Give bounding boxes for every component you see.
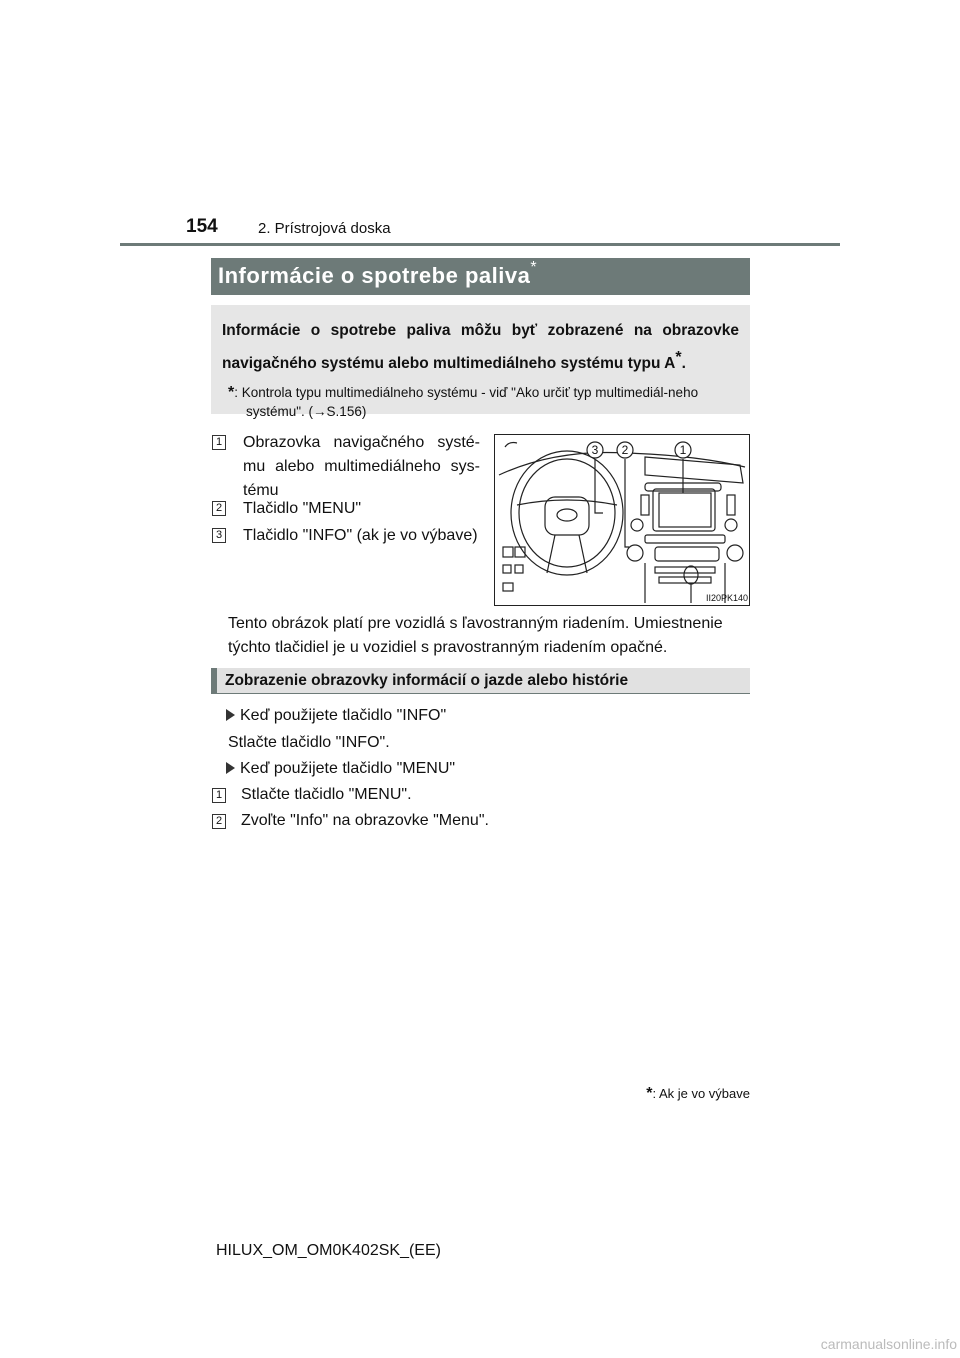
dashboard-drawing: [495, 435, 749, 605]
legend-number-box: 2: [212, 501, 226, 516]
subsection-header: Zobrazenie obrazovky informácií o jazde alebo histórie: [211, 668, 750, 694]
footer-footnote-text: : Ak je vo výbave: [652, 1086, 750, 1101]
header-rule: [120, 243, 840, 246]
step-number-box: 1: [212, 788, 226, 803]
chapter-title: 2. Prístrojová doska: [258, 220, 391, 237]
legend-number-box: 1: [212, 435, 226, 450]
footnote-text: : Kontrola typu multimediálneho systému - viď "Ako určiť typ multimediál-neho systému". (→S.156): [234, 385, 699, 420]
illustration-caption: Tento obrázok platí pre vozidlá s ľavostranným riadením. Umiestnenie týchto tlačidiel je u vozidiel s pravostranným riadením opačné.: [228, 615, 723, 656]
step-text: Zvoľte "Info" na obrazovke "Menu".: [241, 812, 489, 829]
legend-text: Tlačidlo "MENU": [243, 500, 362, 517]
callout-1-label: 1: [679, 443, 687, 457]
dashboard-illustration: [494, 434, 750, 606]
intro-footnote: [228, 383, 739, 421]
step-number-box: 2: [212, 814, 226, 829]
intro-asterisk: *: [675, 349, 682, 366]
triangle-bullet-icon: [226, 762, 235, 774]
intro-text: [222, 317, 739, 377]
legend-text: Obrazovka navigačného systé-mu alebo multimediálneho sys-tému: [243, 434, 480, 499]
case-info: [226, 705, 446, 727]
callout-2-label: 2: [621, 443, 629, 457]
intro-text-end: .: [681, 355, 686, 373]
step-2: [212, 810, 489, 832]
intro-text-body: Informácie o spotrebe paliva môžu byť zobrazené na obrazovke navigačného systému alebo multimediálneho systému typu A: [222, 322, 739, 373]
case-info-text: Keď použijete tlačidlo "INFO": [240, 707, 447, 724]
document-id: HILUX_OM_OM0K402SK_(EE): [216, 1242, 441, 1259]
case-menu: [226, 758, 455, 780]
step-text: Stlačte tlačidlo "MENU".: [241, 786, 412, 803]
section-title-text: Informácie o spotrebe paliva: [218, 263, 531, 288]
footer-asterisk: *: [646, 1085, 653, 1102]
page-number: 154: [186, 216, 218, 237]
callout-3-label: 3: [591, 443, 599, 457]
section-title: [211, 258, 750, 295]
figure-code: II20PK140: [705, 593, 749, 603]
triangle-bullet-icon: [226, 709, 235, 721]
legend-item-2: [212, 497, 487, 521]
intro-box: [211, 305, 750, 420]
legend-item-3: [212, 524, 490, 548]
legend-item-1: [212, 431, 480, 503]
footnote-asterisk: *: [228, 384, 235, 402]
step-info: Stlačte tlačidlo "INFO".: [228, 734, 390, 751]
section-title-asterisk: *: [530, 259, 538, 276]
case-menu-text: Keď použijete tlačidlo "MENU": [240, 760, 456, 777]
watermark: carmanualsonline.info: [820, 1336, 957, 1352]
legend-text: Tlačidlo "INFO" (ak je vo výbave): [243, 527, 478, 544]
footer-footnote: [646, 1085, 750, 1103]
step-1: [212, 784, 412, 806]
legend-number-box: 3: [212, 528, 226, 543]
